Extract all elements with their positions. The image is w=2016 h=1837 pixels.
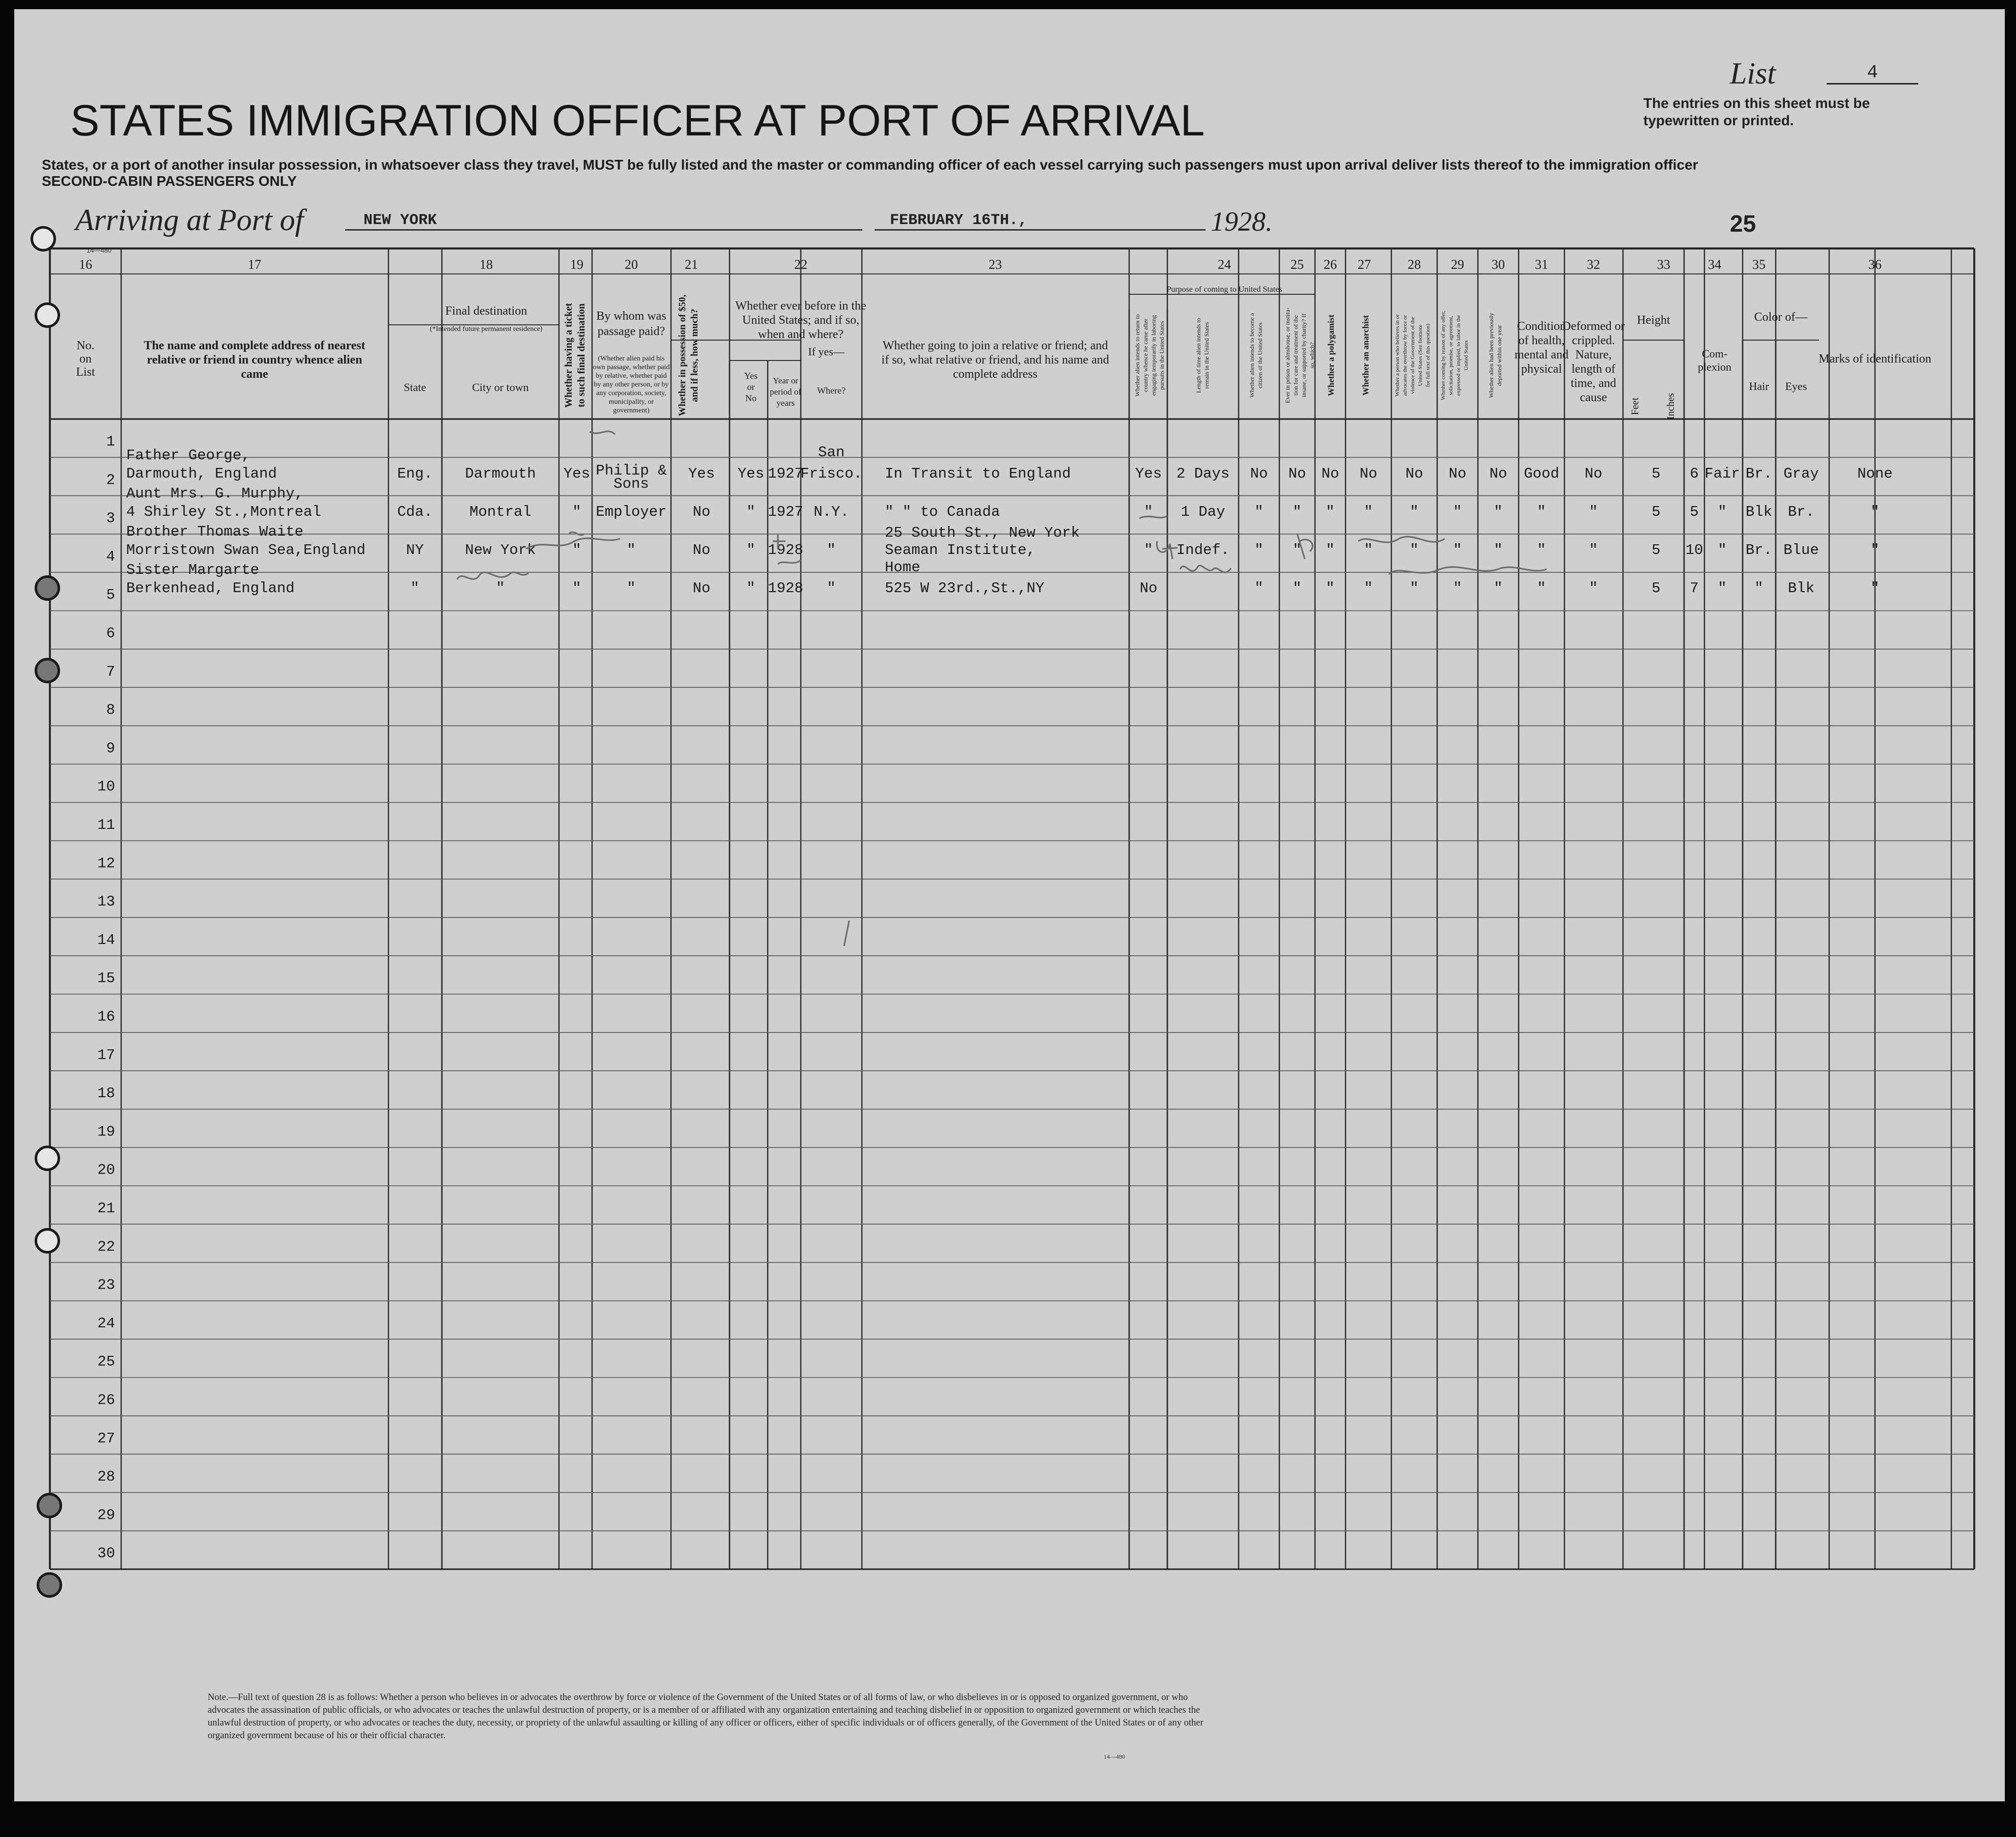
money-value: No	[692, 504, 711, 520]
column-number: 30	[1492, 257, 1505, 272]
prison-value: "	[1293, 580, 1302, 597]
cabin-class-label: SECOND-CABIN PASSENGERS ONLY	[42, 173, 297, 189]
column-number: 24	[1218, 257, 1231, 272]
passage-paid-by: Philip &	[596, 462, 667, 479]
identification-marks: "	[1870, 504, 1880, 520]
col20-note: (Whether alien paid his	[598, 355, 665, 363]
relative-name-address: Darmouth, England	[126, 465, 277, 482]
col34-header: Com-	[1701, 347, 1728, 360]
previous-where: "	[827, 580, 836, 597]
previous-where: N.Y.	[814, 504, 849, 520]
identification-marks: "	[1870, 542, 1880, 559]
previous-where: Frisco.	[800, 465, 862, 482]
deported-value: "	[1494, 542, 1503, 559]
col22-header: when and where?	[758, 328, 844, 341]
previously-in-us: "	[746, 580, 755, 597]
health-value: Good	[1524, 465, 1559, 482]
col24-group: Purpose of coming to United States	[1166, 285, 1282, 294]
col20-header: By whom was	[596, 310, 666, 323]
dest-state: Cda.	[397, 504, 433, 520]
dest-city: "	[496, 580, 505, 597]
overthrow-value: "	[1410, 542, 1419, 559]
col31-header: Condition	[1517, 320, 1566, 333]
col19-header: to such final destination	[576, 303, 587, 407]
row-number: 20	[97, 1161, 115, 1179]
length-of-stay: 2 Days	[1176, 465, 1230, 482]
previously-in-us: "	[746, 542, 755, 559]
row-number: 2	[106, 471, 115, 489]
col29-header: Whether coming by reason of any offer,	[1440, 311, 1446, 400]
page-subtitle: States, or a port of another insular possession, in whatsoever class they travel, MUST be fully listed and the master or commanding officer of each vessel carrying such passengers must upon arrival deliver lists thereof to the immigration officer	[42, 157, 1698, 173]
height-inches: 7	[1690, 580, 1699, 597]
relative-name-address: Berkenhead, England	[126, 580, 295, 597]
col29-header: United States	[1463, 340, 1469, 371]
row-numbers	[97, 433, 115, 1562]
complexion-value: "	[1718, 580, 1727, 597]
col22-year: years	[776, 398, 795, 408]
intends-citizen: "	[1254, 580, 1264, 597]
row-number: 4	[106, 548, 115, 565]
money-value: No	[692, 580, 711, 597]
manifest-sheet	[14, 9, 2005, 1801]
col30-header: Whether alien had been previously	[1488, 313, 1495, 398]
ticket-value: Yes	[563, 465, 591, 482]
joining-relative: 525 W 23rd.,St.,NY	[885, 580, 1045, 597]
dest-city: Montral	[469, 504, 531, 520]
col20-note: by any other person, or by	[594, 381, 669, 388]
dest-state: Eng.	[397, 465, 433, 482]
passenger-row	[126, 562, 1880, 597]
relative-name-address: Sister Margarte	[126, 562, 260, 578]
column-headers	[76, 257, 1931, 420]
previous-year: 1928	[768, 580, 803, 597]
col20-note: municipality, or	[608, 398, 654, 406]
row-number: 24	[97, 1315, 115, 1332]
polygamist-value: No	[1321, 465, 1339, 482]
joining-relative: Home	[885, 559, 920, 576]
anarchist-value: "	[1364, 580, 1373, 597]
column-number: 23	[989, 257, 1002, 272]
hair-color: Br.	[1745, 542, 1773, 559]
polygamist-value: "	[1326, 504, 1335, 520]
col29-header: solicitation, promise, or agreement,	[1448, 316, 1454, 395]
column-number: 18	[480, 257, 493, 272]
passenger-entries	[126, 444, 1893, 597]
intends-return: Yes	[1135, 465, 1162, 482]
col24a-header: country whence he came after	[1142, 319, 1149, 392]
col22-header: United States; and if so,	[742, 314, 859, 327]
col32-header: time, and	[1571, 377, 1616, 390]
col21-header: Whether in possession of $50,	[677, 294, 688, 416]
col28-header: Whether a person who believes in or	[1394, 314, 1401, 397]
height-inches: 5	[1690, 504, 1699, 520]
row-number: 13	[97, 893, 115, 910]
column-number: 22	[794, 257, 807, 272]
arrival-port-value: NEW YORK	[345, 212, 862, 231]
complexion-value: "	[1718, 542, 1727, 559]
row-number: 16	[97, 1008, 115, 1025]
row-number: 28	[97, 1468, 115, 1486]
column-number: 19	[570, 257, 583, 272]
passenger-row	[126, 444, 1893, 492]
column-number: 33	[1657, 257, 1670, 272]
deformed-value: No	[1584, 465, 1603, 482]
col36-header: Marks of identification	[1818, 352, 1931, 366]
binder-hole	[35, 1146, 60, 1171]
height-feet: 5	[1651, 542, 1661, 559]
row-number: 11	[97, 817, 115, 833]
previously-in-us: "	[746, 504, 755, 520]
passenger-row	[126, 485, 1880, 520]
col16-header: on	[79, 352, 92, 366]
col24a-header: engaging temporarily in laboring	[1150, 315, 1157, 396]
eye-color: Blue	[1783, 542, 1819, 559]
joining-relative: In Transit to England	[885, 465, 1071, 482]
row-number: 8	[106, 702, 115, 719]
sheet-instruction-note: The entries on this sheet must be typewritten or printed.	[1643, 95, 1870, 128]
eye-color: Br.	[1787, 504, 1815, 520]
col24a-header: Whether alien intends to return to	[1134, 314, 1141, 397]
intends-return: "	[1144, 504, 1153, 520]
row-number: 12	[97, 855, 115, 872]
col25-header: so, which?	[1308, 342, 1315, 369]
health-value: "	[1537, 542, 1546, 559]
column-number: 16	[79, 257, 92, 272]
previous-year: 1927	[768, 504, 803, 520]
passage-paid-by: "	[627, 542, 636, 559]
polygamist-value: "	[1326, 580, 1335, 597]
row-number: 14	[97, 931, 115, 949]
previously-in-us: Yes	[737, 465, 765, 482]
column-number: 31	[1535, 257, 1548, 272]
row-number: 7	[106, 663, 115, 680]
prison-value: "	[1293, 542, 1302, 559]
eye-color: Gray	[1783, 465, 1819, 482]
col34-header: plexion	[1698, 360, 1731, 373]
row-number: 29	[97, 1507, 115, 1524]
col19-header: Whether having a ticket	[563, 303, 574, 408]
form-code: 14—480	[87, 246, 112, 254]
col35-eyes: Eyes	[1785, 380, 1807, 393]
column-number: 28	[1408, 257, 1421, 272]
col25-header: insane, or supported by charity? If	[1300, 313, 1307, 398]
identification-marks: None	[1857, 465, 1893, 482]
binder-hole	[35, 575, 60, 601]
column-number: 25	[1291, 257, 1304, 272]
col17-header: came	[241, 368, 268, 381]
passenger-row	[126, 523, 1880, 576]
col32-header: length of	[1572, 363, 1615, 376]
joining-relative: 25 South St., New York	[885, 524, 1080, 541]
binder-hole	[35, 1228, 60, 1254]
arrival-date-value: FEBRUARY 16TH.,	[875, 212, 1206, 231]
col23-header: Whether going to join a relative or friend; and	[882, 339, 1108, 352]
intends-return: "	[1144, 542, 1153, 559]
row-number: 22	[97, 1238, 115, 1256]
column-number: 36	[1868, 257, 1882, 272]
column-number: 21	[685, 257, 698, 272]
col20-note: own passage, whether paid	[593, 364, 670, 371]
intends-return: No	[1139, 580, 1158, 597]
col24b-header: Length of time alien intends to	[1195, 318, 1202, 393]
joining-relative: Seaman Institute,	[885, 542, 1035, 559]
col28-header: United States (See footnote	[1417, 324, 1423, 386]
col32-header: crippled.	[1572, 334, 1615, 347]
column-number: 27	[1358, 257, 1371, 272]
binder-hole	[37, 1572, 62, 1598]
binder-hole	[35, 658, 60, 683]
row-number: 19	[97, 1123, 115, 1140]
dest-state: NY	[406, 542, 424, 559]
col35-header: Color of—	[1754, 311, 1808, 324]
row-number: 6	[106, 625, 115, 642]
col22-header: Whether ever before in the	[735, 299, 866, 313]
binder-hole	[37, 1493, 62, 1518]
dest-city: Darmouth	[465, 465, 536, 482]
row-number: 27	[97, 1430, 115, 1447]
col32-header: Nature,	[1575, 348, 1612, 361]
row-number: 9	[106, 740, 115, 757]
deformed-value: "	[1589, 580, 1598, 597]
list-label: List	[1730, 57, 1776, 90]
col22-year: Year or	[773, 376, 798, 385]
col31-header: of health,	[1518, 334, 1565, 347]
col22-yesno: or	[747, 382, 755, 392]
binder-hole	[35, 302, 60, 328]
col24c-header: citizen of the United States	[1256, 322, 1264, 388]
col22-yesno: No	[745, 393, 757, 403]
col25-header: Ever in prison or almshouse, or institu-	[1284, 308, 1291, 403]
footnote-question-28: Note.—Full text of question 28 is as follows: Whether a person who believes in or advocates the overthrow by force or violence of the Government of the United States or of all forms of law, or who disbelieves in or is opposed to organized government, or who advocates the assassination of public officials, or who advocates or teaches the unlawful destruction of property, or is a member of or affiliated with any organization entertaining and teaching disbelief in or opposition to organized government or which teaches the unlawful destruction of property, or who advocates or teaches the duty, necessity, or propriety of the unlawful assaulting or killing of any officer or officers, either of specific individuals or of officers generally, of the Government of the United States or of any other organized government because of his or their official character.	[208, 1692, 1203, 1741]
relative-name-address: Aunt Mrs. G. Murphy,	[126, 485, 304, 502]
col21-header: and if less, how much?	[689, 309, 700, 402]
relative-name-address: Brother Thomas Waite	[126, 523, 304, 540]
table-grid	[50, 248, 1974, 1569]
ticket-value: "	[572, 542, 581, 559]
arriving-port-label: Arriving at Port of	[75, 203, 304, 237]
col20-note: by relative, whether paid	[596, 372, 667, 380]
col32-header: Deformed or	[1562, 320, 1625, 333]
prison-value: "	[1293, 504, 1302, 520]
binder-hole	[31, 226, 56, 252]
col22-ifyes: If yes—	[808, 345, 845, 358]
labor-offer-value: "	[1453, 504, 1462, 520]
row-number: 18	[97, 1085, 115, 1102]
deported-value: No	[1489, 465, 1507, 482]
passage-paid-by: Employer	[596, 504, 667, 520]
col24c-header: Whether alien intends to become a	[1248, 313, 1255, 398]
col30-header: deported within one year	[1496, 325, 1503, 386]
dest-state: "	[410, 580, 419, 597]
identification-marks: "	[1870, 580, 1880, 597]
complexion-value: "	[1718, 504, 1727, 520]
anarchist-value: "	[1364, 542, 1373, 559]
hair-color: "	[1754, 580, 1763, 597]
column-number: 34	[1708, 257, 1721, 272]
row-number: 1	[106, 433, 115, 450]
col25-header: tion for care and treatment of the	[1292, 315, 1299, 396]
hair-color: Blk	[1745, 504, 1773, 520]
col27-header: Whether an anarchist	[1361, 315, 1370, 396]
overthrow-value: "	[1410, 580, 1419, 597]
health-value: "	[1537, 504, 1546, 520]
col22-where: Where?	[817, 385, 846, 396]
col22-year: period of	[770, 387, 801, 397]
col16-header: No.	[76, 339, 95, 352]
col28-header: violence of the Government of the	[1410, 317, 1416, 394]
col17-header: relative or friend in country whence alien	[147, 353, 362, 367]
col18-state-header: State	[404, 381, 426, 394]
col22-yesno: Yes	[744, 371, 758, 381]
length-of-stay: 1 Day	[1181, 504, 1225, 520]
col23-header: if so, what relative or friend, and his name and	[881, 353, 1109, 367]
footnote-form-code: 14—480	[1104, 1753, 1125, 1760]
column-number: 26	[1324, 257, 1337, 272]
labor-offer-value: "	[1453, 542, 1462, 559]
deported-value: "	[1494, 580, 1503, 597]
page-number: 25	[1730, 210, 1756, 237]
column-number: 35	[1752, 257, 1766, 272]
col35-hair: Hair	[1749, 380, 1769, 393]
intends-citizen: No	[1250, 465, 1268, 482]
complexion-value: Fair	[1704, 465, 1740, 482]
col18-note: (*Intended future permanent residence)	[430, 325, 543, 333]
page-title: STATES IMMIGRATION OFFICER AT PORT OF ARRIVAL	[70, 96, 1205, 145]
length-of-stay: Indef.	[1176, 542, 1230, 559]
deformed-value: "	[1589, 542, 1598, 559]
deformed-value: "	[1589, 504, 1598, 520]
column-number: 20	[625, 257, 638, 272]
hair-color: Br.	[1745, 465, 1773, 482]
col26-header: Whether a polygamist	[1326, 314, 1336, 397]
col20-note: any corporation, society,	[596, 389, 666, 397]
previous-where: San	[818, 444, 845, 461]
passage-paid-by: Sons	[613, 476, 649, 492]
list-number: 4	[1827, 62, 1918, 85]
col16-header: List	[76, 366, 95, 379]
health-value: "	[1537, 580, 1546, 597]
column-number: 17	[248, 257, 261, 272]
dest-city: New York	[465, 542, 536, 559]
col33-header: Height	[1637, 314, 1670, 327]
col24b-header: remain in the United States	[1203, 322, 1210, 389]
manifest-table	[14, 9, 2005, 1664]
row-number: 17	[97, 1046, 115, 1064]
height-feet: 5	[1651, 504, 1661, 520]
col28-header: advocates the overthrow by force or	[1402, 315, 1408, 396]
row-number: 10	[97, 778, 115, 795]
col32-header: cause	[1580, 391, 1607, 404]
labor-offer-value: No	[1448, 465, 1467, 482]
col29-header: expressed or implied, to labor in the	[1455, 315, 1462, 396]
overthrow-value: No	[1405, 465, 1423, 482]
col23-header: complete address	[953, 368, 1038, 381]
col18-header: Final destination	[445, 304, 527, 318]
overthrow-value: "	[1410, 504, 1419, 520]
row-number: 30	[97, 1545, 115, 1562]
col33-feet: Feet	[1630, 397, 1641, 415]
eye-color: Blk	[1787, 580, 1815, 597]
col24a-header: pursuits in the United States	[1158, 321, 1165, 390]
joining-relative: " " to Canada	[885, 504, 1000, 520]
col20-note: government)	[613, 407, 650, 414]
col31-header: physical	[1521, 363, 1562, 376]
row-number: 5	[106, 587, 115, 604]
money-value: No	[692, 542, 711, 559]
height-inches: 10	[1685, 542, 1703, 559]
col17-header: The name and complete address of nearest	[144, 339, 366, 352]
previous-year: 1927	[768, 465, 803, 482]
passage-paid-by: "	[627, 580, 636, 597]
intends-citizen: "	[1254, 504, 1264, 520]
row-number: 23	[97, 1276, 115, 1294]
column-number: 32	[1587, 257, 1600, 272]
height-feet: 5	[1651, 580, 1661, 597]
anarchist-value: "	[1364, 504, 1373, 520]
row-number: 3	[106, 510, 115, 527]
col20-header: passage paid?	[597, 325, 665, 338]
row-number: 26	[97, 1391, 115, 1409]
col33-inches: Inches	[1665, 393, 1676, 420]
row-number: 25	[97, 1353, 115, 1371]
col28-header: for full text of this question)	[1425, 323, 1431, 387]
ticket-value: "	[572, 504, 581, 520]
col18-city-header: City or town	[472, 381, 529, 394]
column-number: 29	[1451, 257, 1464, 272]
col31-header: mental and	[1515, 348, 1569, 361]
polygamist-value: "	[1326, 542, 1335, 559]
row-number: 15	[97, 970, 115, 987]
ticket-value: "	[572, 580, 581, 597]
anarchist-value: No	[1359, 465, 1378, 482]
intends-citizen: "	[1254, 542, 1264, 559]
deported-value: "	[1494, 504, 1503, 520]
height-feet: 5	[1651, 465, 1661, 482]
relative-name-address: Morristown Swan Sea,England	[126, 542, 366, 559]
height-inches: 6	[1690, 465, 1699, 482]
relative-name-address: Father George,	[126, 447, 250, 464]
row-number: 21	[97, 1200, 115, 1217]
previous-where: "	[827, 542, 836, 559]
prison-value: No	[1288, 465, 1306, 482]
arrival-year-value: 1928.	[1211, 206, 1273, 237]
previous-year: 1928	[768, 542, 803, 559]
relative-name-address: 4 Shirley St.,Montreal	[126, 504, 321, 520]
money-value: Yes	[688, 465, 715, 482]
labor-offer-value: "	[1453, 580, 1462, 597]
